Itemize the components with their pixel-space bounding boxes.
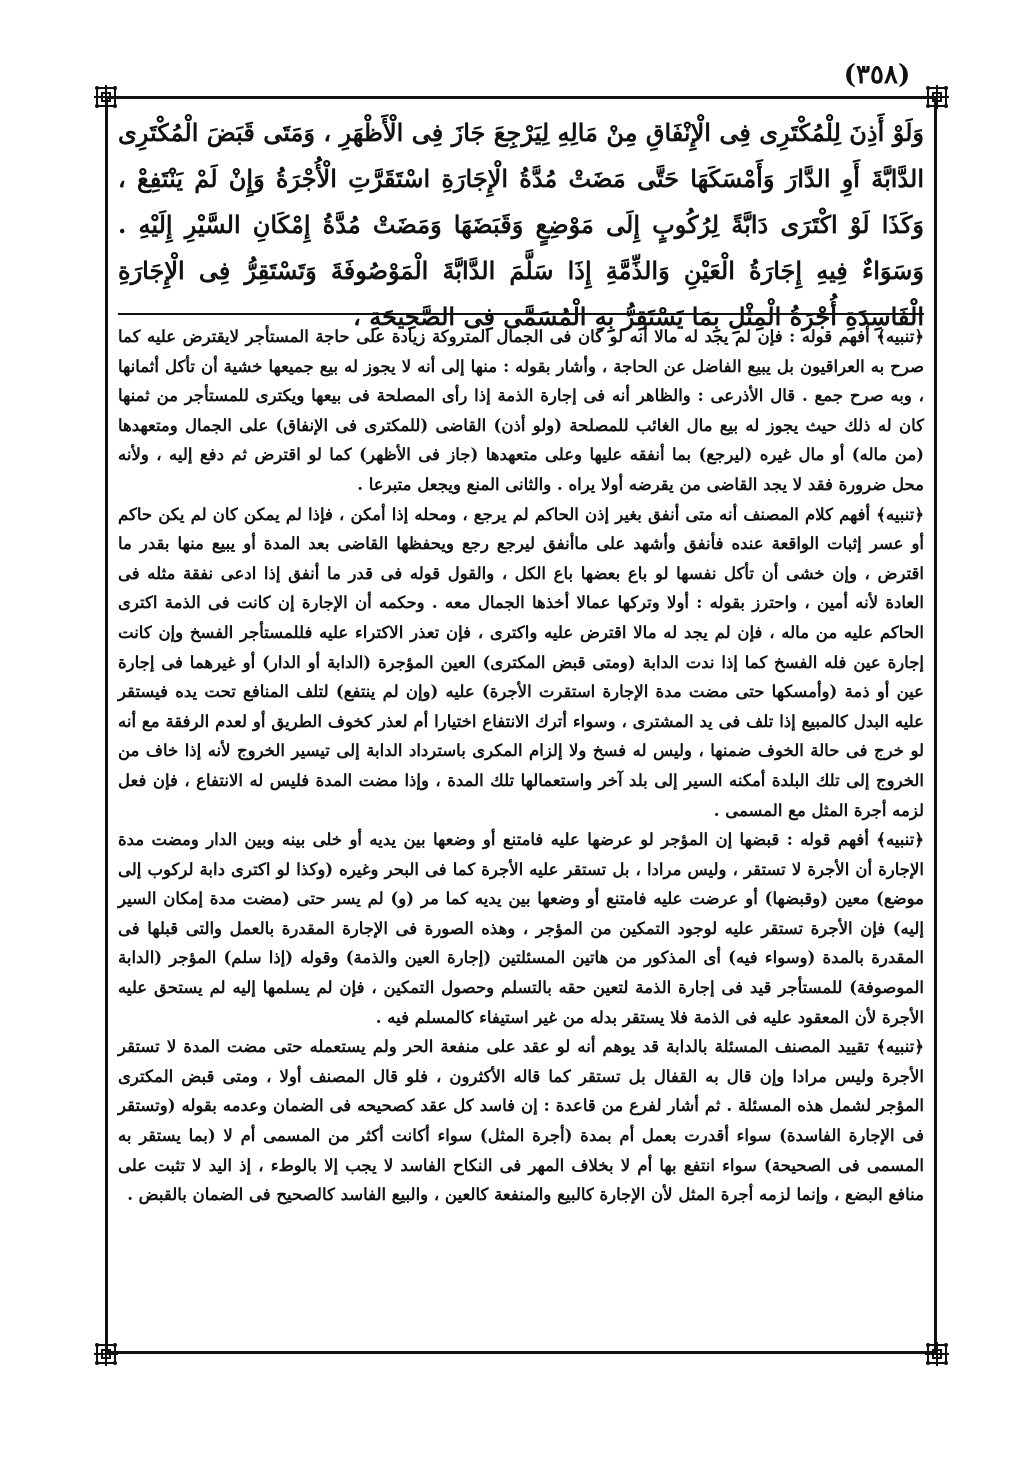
section-divider (118, 313, 924, 315)
corner-ornament-icon (925, 85, 949, 109)
corner-ornament-icon (925, 1342, 949, 1366)
corner-ornament-icon (94, 85, 118, 109)
frame-left-rule (105, 96, 108, 1354)
commentary-paragraph: ﴿تنبيه﴾ أفهم قوله : قبضها إن المؤجر لو عرضها عليه فامتنع أو وضعها بين يديه أو خلى بينه وبين الدار ومضت مدة الإجارة أن الأجرة لا تستقر ، وليس مرادا ، بل تستقر عليه الأجرة كما فى البحر وغيره (وكذا لو اكترى دابة لركوب إلى موضع) معين (وقبضها) أو عرضت عليه فامتنع أو وضعها بين يديه كما مر (و) لم يسر حتى (مضت مدة إمكان السير إليه) فإن الأجرة تستقر عليه لوجود التمكين من المؤجر ، وهذه الصورة فى الإجارة المقدرة بالعمل والتى قبلها فى المقدرة بالمدة (وسواء فيه) أى المذكور من هاتين المسئلتين (إجارة العين والذمة) وقوله (إذا سلم) المؤجر (الدابة الموصوفة) للمستأجر قيد فى إجارة الذمة لتعين حقه بالتسلم وحصول التمكين ، فإن لم يسلمها إليه لم يستحق عليه الأجرة لأن المعقود عليه فى الذمة فلا يستقر بدله من غير استيفاء كالمسلم فيه . (118, 830, 924, 1027)
frame-bottom-rule (105, 1351, 937, 1354)
commentary-paragraph: ﴿تنبيه﴾ تقييد المصنف المسئلة بالدابة قد يوهم أنه لو عقد على منفعة الحر ولم يستعمله حتى مضت المدة لا تستقر الأجرة وليس مرادا وإن قال به القفال بل تستقر كما قاله الأكثرون ، فلو قال المصنف أولا ، ومتى قبض المكترى المؤجر لشمل هذه المسئلة . ثم أشار لفرع من قاعدة : إن فاسد كل عقد كصحيحه فى الضمان وعدمه بقوله (وتستقر فى الإجارة الفاسدة) سواء أقدرت بعمل أم بمدة (أجرة المثل) سواء أكانت أكثر من المسمى أم لا (بما يستقر به المسمى فى الصحيحة) سواء انتفع بها أم لا بخلاف المهر فى النكاح الفاسد لا يجب إلا بالوطء ، إذ اليد لا تثبت على منافع البضع ، وإنما لزمه أجرة المثل لأن الإجارة كالبيع والمنفعة كالعين ، والبيع الفاسد كالصحيح فى الضمان بالقبض . (118, 1037, 924, 1205)
frame-top-rule (105, 96, 937, 99)
commentary-paragraph: ﴿تنبيه﴾ أفهم قوله : فإن لم يجد له مالا أنه لو كان فى الجمال المتروكة زيادة على حاجة المستأجر لايقترض عليه كما صرح به العراقيون بل يبيع الفاضل عن الحاجة ، وأشار بقوله : منها إلى أنه لا يجوز له بيع جميعها خشية أن تأكل أثمانها ، وبه صرح جمع . قال الأذرعى : والظاهر أنه فى إجارة الذمة إذا رأى المصلحة فى بيعها ويكترى للمستأجر من ثمنها كان له ذلك حيث يجوز له بيع مال الغائب للمصلحة (ولو أذن) القاضى (للمكترى فى الإنفاق) على الجمال ومتعهدها (من ماله) أو مال غيره (ليرجع) بما أنفقه عليها وعلى متعهدها (جاز فى الأظهر) كما لو اقترض ثم دفع إليه ، ولأنه محل ضرورة فقد لا يجد القاضى من يقرضه أولا يراه . والثانى المنع ويجعل متبرعا . (118, 327, 924, 494)
commentary (118, 322, 924, 1210)
frame-right-rule (934, 96, 937, 1354)
commentary-paragraph: ﴿تنبيه﴾ أفهم كلام المصنف أنه متى أنفق بغير إذن الحاكم لم يرجع ، ومحله إذا أمكن ، فإذا لم يمكن كان لم يكن حاكم أو عسر إثبات الواقعة عنده فأنفق وأشهد على ماأنفق ليرجع رجع ويحفظها القاضى بعد المدة أو يبيع منها بقدر ما اقترض ، وإن خشى أن تأكل نفسها لو باع بعضها باع الكل ، والقول قوله فى قدر ما أنفق إذا ادعى نفقة مثله فى العادة لأنه أمين ، واحترز بقوله : أولا وتركها عمالا أخذها الجمال معه . وحكمه أن الإجارة إن كانت فى الذمة اكترى الحاكم عليه من ماله ، فإن لم يجد له مالا اقترض عليه واكترى ، فإن تعذر الاكتراء عليه فللمستأجر الفسخ وإن كانت إجارة عين فله الفسخ كما إذا ندت الدابة (ومتى قبض المكترى) العين المؤجرة (الدابة أو الدار) أو غيرهما فى إجارة عين أو ذمة (وأمسكها حتى مضت مدة الإجارة استقرت الأجرة) عليه (وإن لم ينتفع) لتلف المنافع تحت يده فيستقر عليه البدل كالمبيع إذا تلف فى يد المشترى ، وسواء أترك الانتفاع اختيارا أم لعذر كخوف الطريق أو لعدم الرفقة مع أنه لو خرج فى حالة الخوف ضمنها ، وليس له فسخ ولا إلزام المكرى باسترداد الدابة إلى تيسير الخروج لأنه إذا خاف من الخروج إلى تلك البلدة أمكنه السير إلى بلد آخر واستعمالها تلك المدة ، وإذا مضت المدة فليس له الانتفاع ، فإن فعل لزمه أجرة المثل مع المسمى . (118, 504, 924, 820)
main-text: وَلَوْ أَذِنَ لِلْمُكْتَرِى فِى الْإِنْفَاقِ مِنْ مَالِهِ لِيَرْجِعَ جَازَ فِى الْأَظْهَرِ ، وَمَتَى قَبَضَ الْمُكْتَرِى الدَّابَّةَ أَوِ الدَّارَ وَأَمْسَكَهَا حَتَّى مَضَتْ مُدَّةُ الْإِجَارَةِ اسْتَقَرَّتِ الْأُجْرَةُ وَإِنْ لَمْ يَنْتَفِعْ ، وَكَذَا لَوْ اكْتَرَى دَابَّةً لِرُكُوبٍ إِلَى مَوْضِعٍ وَقَبَضَهَا وَمَضَتْ مُدَّةُ إِمْكَانِ السَّيْرِ إِلَيْهِ . وَسَوَاءٌ فِيهِ إِجَارَةُ الْعَيْنِ وَالذِّمَّةِ إِذَا سَلَّمَ الدَّابَّةَ الْمَوْصُوفَةَ وَتَسْتَقِرُّ فِى الْإِجَارَةِ الْفَاسِدَةِ أُجْرَةُ الْمِثْلِ بِمَا يَسْتَقِرُّ بِهِ الْمُسَمَّى فِى الصَّحِيحَةِ ، (118, 118, 924, 331)
corner-ornament-icon (94, 1342, 118, 1366)
page-number: (٣٥٨) (843, 60, 911, 90)
